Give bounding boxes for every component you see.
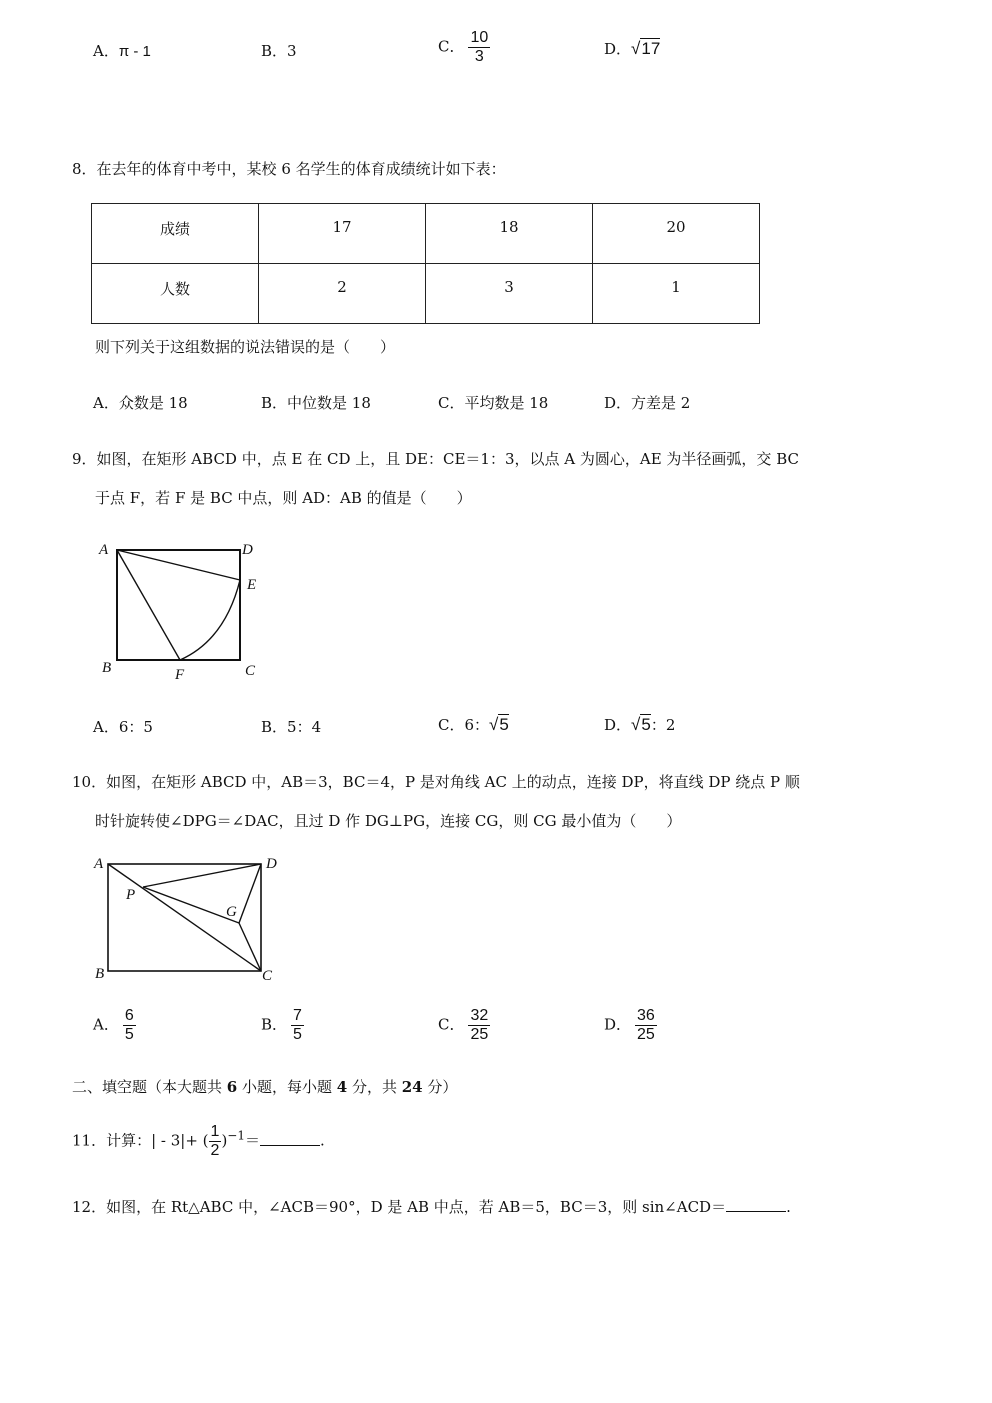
- point-label-a: A: [99, 542, 109, 558]
- fraction: $\frac{6}{5}$: [124, 1007, 134, 1043]
- point-label-d: D: [242, 542, 253, 558]
- q9-option-a: A．6：5: [93, 718, 153, 736]
- point-label-f: F: [175, 667, 185, 683]
- answer-blank: [260, 1131, 320, 1146]
- q9-option-b: B．5：4: [261, 718, 322, 736]
- fraction: $\frac{32}{25}$: [470, 1007, 489, 1043]
- point-label-c: C: [245, 663, 256, 679]
- q11-question: 11．计算：| - 3|+ ( $\frac{1}{2}$ )$^{-1}$＝ .: [72, 1123, 325, 1159]
- fraction: $\frac{10}{3}$: [470, 29, 489, 65]
- q8-option-a: A．众数是 18: [93, 394, 188, 412]
- point-label-b: B: [102, 660, 112, 676]
- q10-rectangle-figure: [92, 850, 292, 985]
- table-cell: 20: [593, 204, 760, 264]
- q9-rectangle-figure: [95, 535, 270, 685]
- score-table: [91, 203, 760, 324]
- fraction: $\frac{1}{2}$: [210, 1123, 220, 1159]
- q7-option-b: B．3: [261, 42, 297, 60]
- q8-question: 则下列关于这组数据的说法错误的是（ ）: [95, 338, 396, 356]
- q10-option-d: D． $\frac{36}{25}$: [604, 1007, 655, 1043]
- fraction: $\frac{36}{25}$: [637, 1007, 655, 1043]
- q7-option-a: A．π - 1: [93, 42, 151, 60]
- q9-stem-line1: 9．如图，在矩形 ABCD 中，点 E 在 CD 上，且 DE：CE＝1：3，以点 A 为圆心，AE 为半径画弧，交 BC: [72, 450, 799, 468]
- q8-option-d: D．方差是 2: [604, 394, 691, 412]
- table-cell: 3: [426, 264, 593, 324]
- q9-option-d: D．√5：2: [604, 715, 676, 734]
- table-cell: 2: [259, 264, 426, 324]
- q8-option-c: C．平均数是 18: [438, 394, 549, 412]
- q10-stem-line2: 时针旋转使∠DPG＝∠DAC，且过 D 作 DG⊥PG，连接 CG，则 CG 最小值为（ ）: [95, 812, 682, 830]
- point-label-c: C: [262, 968, 273, 984]
- q10-stem-line1: 10．如图，在矩形 ABCD 中，AB＝3，BC＝4，P 是对角线 AC 上的动点，连接 DP，将直线 DP 绕点 P 顺: [72, 773, 800, 791]
- q9-option-c: C．6：√5: [438, 715, 509, 734]
- q12-question: 12．如图，在 Rt△ABC 中，∠ACB＝90°，D 是 AB 中点，若 AB＝5，BC＝3，则 sin∠ACD＝ .: [72, 1198, 791, 1216]
- q7-option-d: D．√17: [604, 39, 661, 58]
- answer-blank: [726, 1197, 786, 1212]
- table-cell: 人数: [92, 264, 259, 324]
- point-label-g: G: [226, 904, 237, 920]
- point-label-a: A: [94, 856, 104, 872]
- section-heading: 二、填空题（本大题共 6 小题，每小题 4 分，共 24 分）: [72, 1078, 458, 1096]
- q8-option-b: B．中位数是 18: [261, 394, 371, 412]
- sqrt-expression: √5: [631, 715, 651, 734]
- table-cell: 成绩: [92, 204, 259, 264]
- q10-option-b: B． $\frac{7}{5}$: [261, 1007, 302, 1043]
- q9-stem-line2: 于点 F，若 F 是 BC 中点，则 AD：AB 的值是（ ）: [95, 489, 472, 507]
- sqrt-expression: √5: [489, 715, 509, 734]
- table-cell: 1: [593, 264, 760, 324]
- point-label-p: P: [126, 887, 136, 903]
- point-label-d: D: [266, 856, 277, 872]
- q10-option-c: C． $\frac{32}{25}$: [438, 1007, 489, 1043]
- table-cell: 17: [259, 204, 426, 264]
- q8-stem: 8．在去年的体育中考中，某校 6 名学生的体育成绩统计如下表：: [72, 160, 506, 178]
- point-label-b: B: [95, 966, 105, 982]
- q7-option-c: C． $\frac{10}{3}$: [438, 29, 489, 65]
- table-row: [92, 264, 760, 324]
- table-cell: 18: [426, 204, 593, 264]
- q10-option-a: A． $\frac{6}{5}$: [93, 1007, 134, 1043]
- sqrt-expression: √17: [631, 39, 661, 58]
- fraction: $\frac{7}{5}$: [293, 1007, 302, 1043]
- table-row: [92, 204, 760, 264]
- point-label-e: E: [247, 577, 257, 593]
